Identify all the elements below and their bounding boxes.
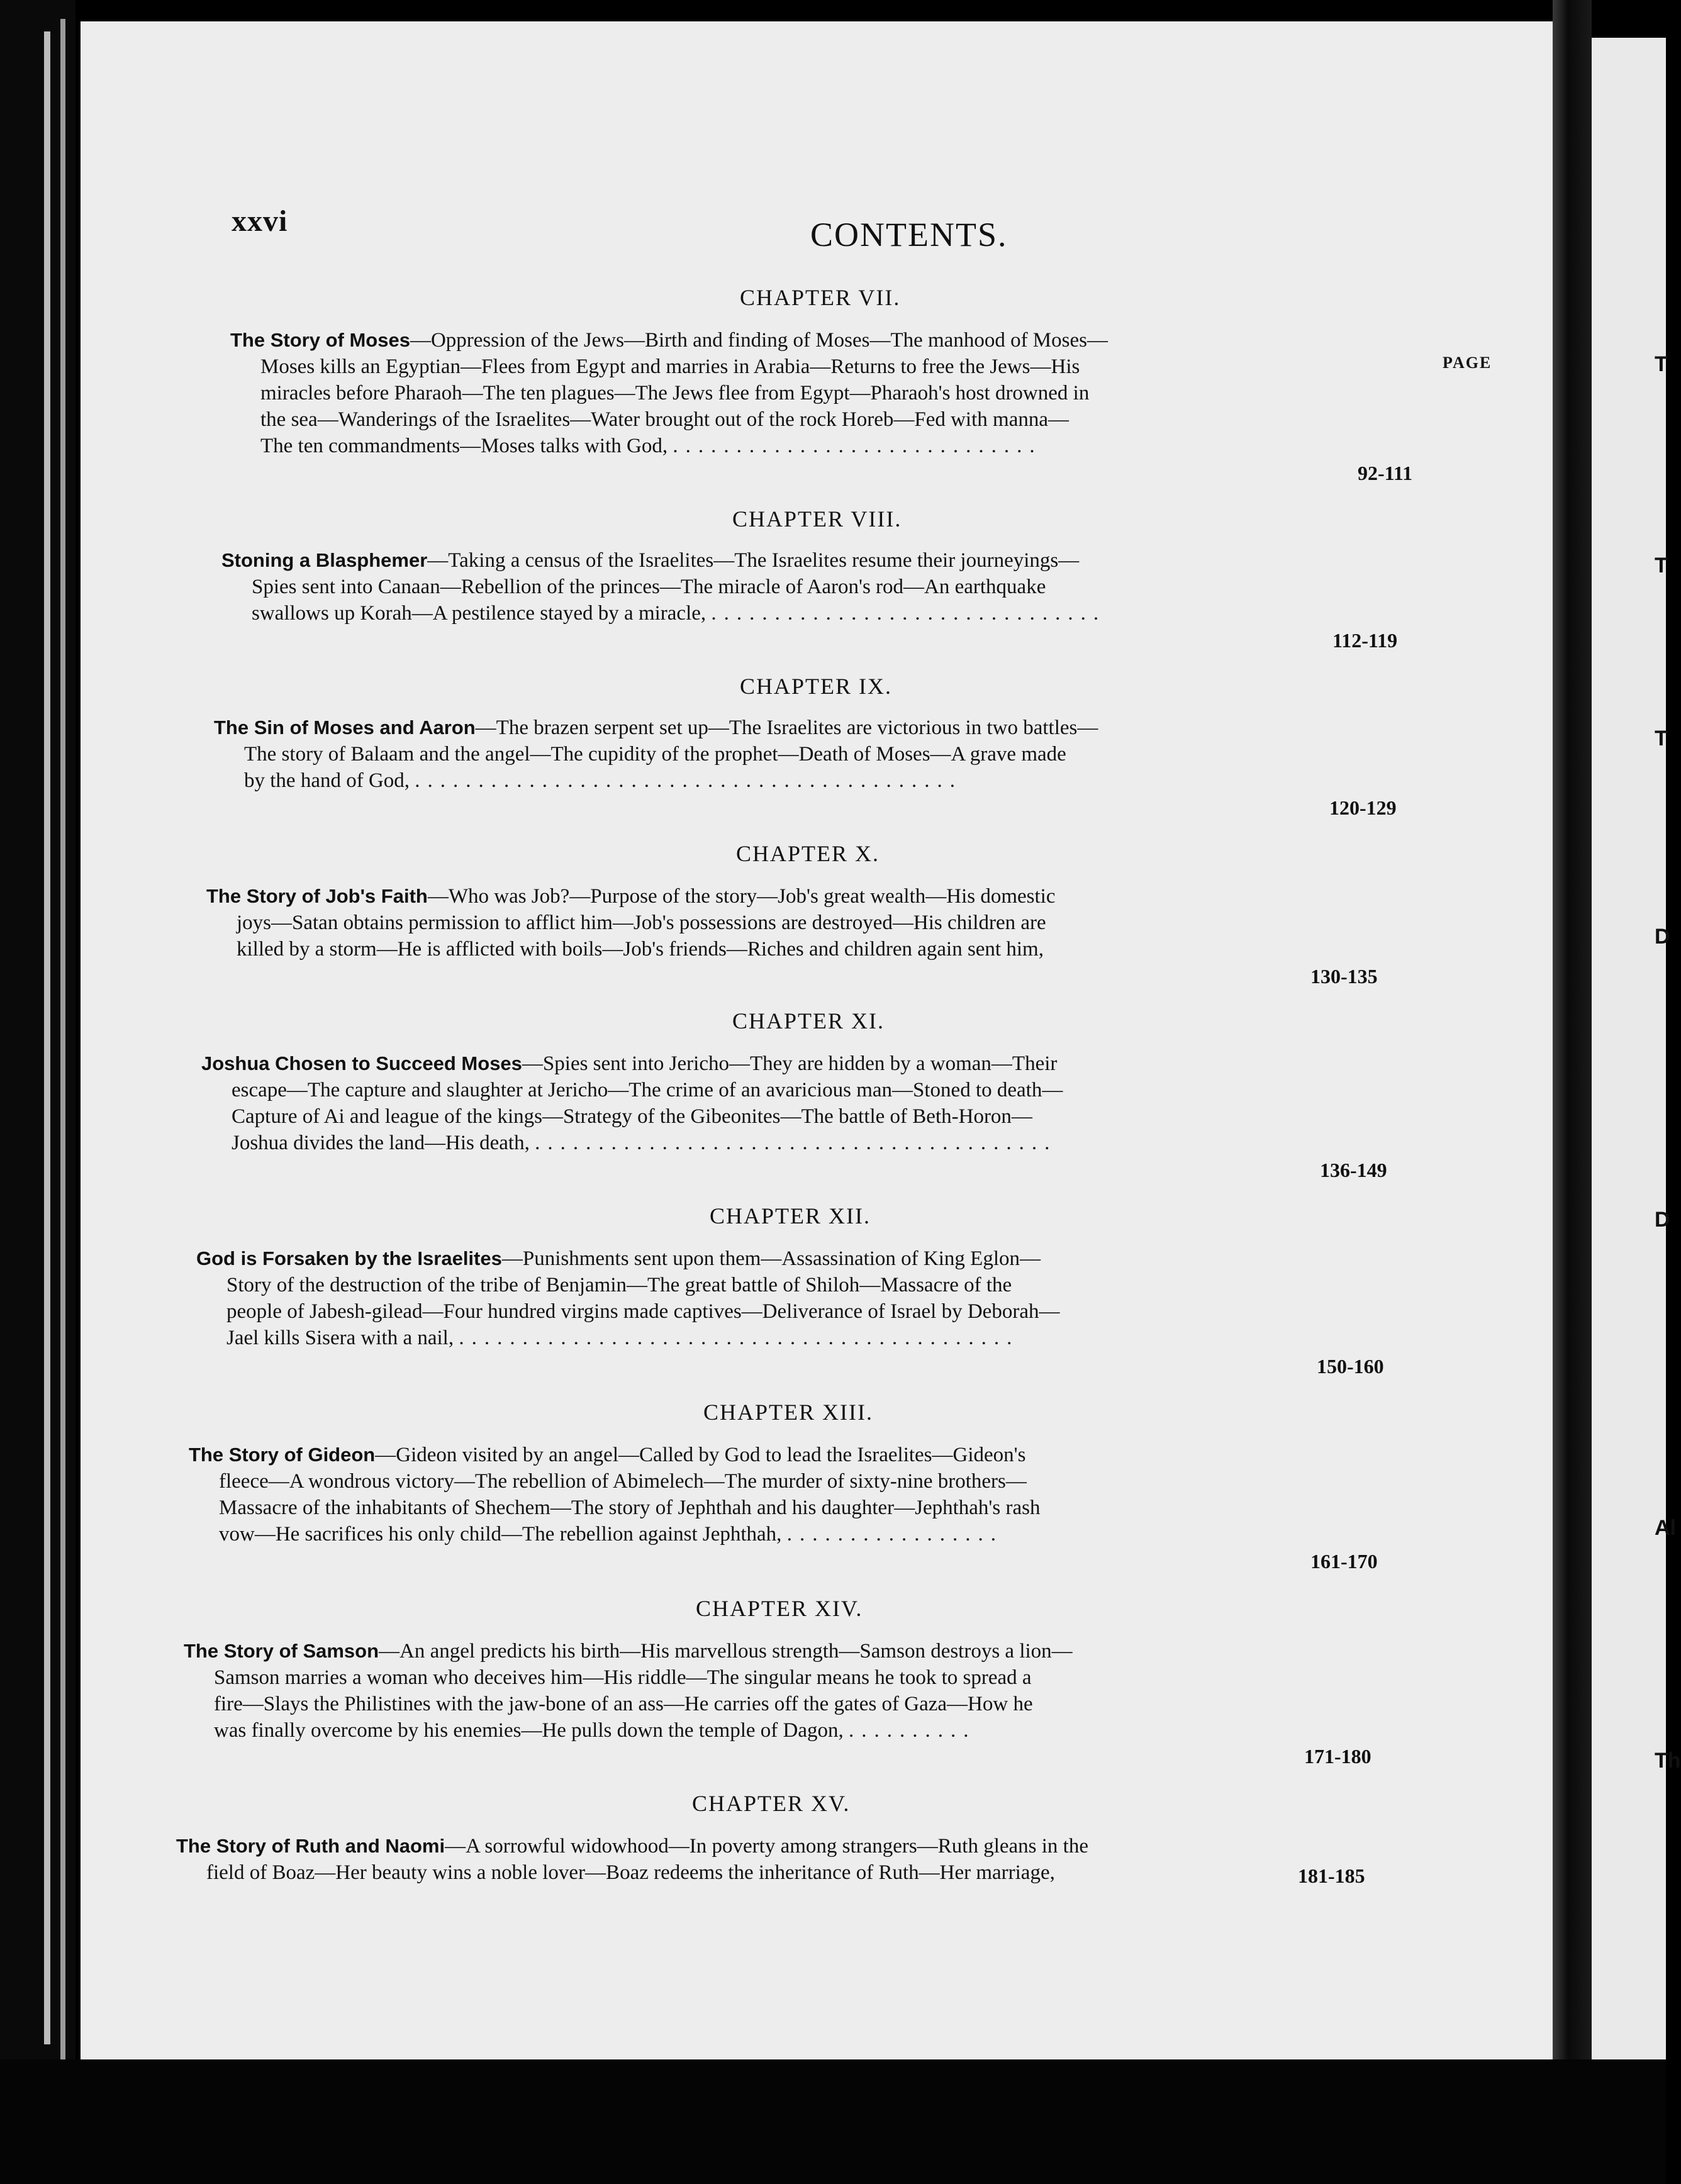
facing-page-fragment: Al [1655, 1516, 1676, 1540]
chapter-heading: CHAPTER XIV. [696, 1596, 863, 1621]
chapter-summary: The Sin of Moses and Aaron—The brazen serpent set up—The Israelites are victorious in two battles— The story of Balaam and the angel—The cupidity of the prophet—Death of Moses—A grave made by the hand of God, ........................................... [214, 716, 1098, 792]
chapter-summary: The Story of Samson—An angel predicts his birth—His marvellous strength—Samson destroys a lion— Samson marries a woman who deceives him—His riddle—The singular means he took to spread a fire—Slays the Philistines with the jaw-bone of an ass—He carries off the gates of Gaza—How he was finally overcome by his enemies—He pulls down the temple of Dagon, .......... [184, 1640, 1073, 1742]
page-range: 171-180 [1304, 1745, 1371, 1768]
chapter-heading: CHAPTER XII. [710, 1203, 871, 1228]
page-range: 112-119 [1332, 629, 1398, 652]
page-range: 150-160 [1317, 1355, 1384, 1378]
page-column-label: PAGE [1443, 354, 1492, 372]
facing-page-fragment: T [1655, 554, 1668, 577]
chapter-summary: The Story of Gideon—Gideon visited by an angel—Called by God to lead the Israelites—Gideon's fleece—A wondrous victory—The rebellion of Abimelech—The murder of sixty-nine brothers— Massacre of the inhabitants of Shechem—The story of Jephthah and his daughter—Jephthah's rash vow—He sacrifices his only child—The rebellion against Jephthah, ................. [189, 1444, 1041, 1546]
scan-bottom-border [0, 2059, 1666, 2184]
page-number: xxvi [232, 204, 288, 238]
facing-page-fragment: D [1655, 1208, 1670, 1232]
chapter-heading: CHAPTER XIII. [703, 1400, 873, 1425]
facing-page-fragment: D [1655, 925, 1670, 949]
chapter-lead-title: The Story of Gideon [189, 1444, 376, 1466]
chapter-lead-title: Joshua Chosen to Succeed Moses [201, 1052, 522, 1074]
page-range: 136-149 [1320, 1159, 1387, 1181]
chapter-lead-title: God is Forsaken by the Israelites [196, 1247, 502, 1269]
chapter-lead-title: The Story of Moses [230, 329, 410, 351]
chapter-summary: The Story of Ruth and Naomi—A sorrowful widowhood—In poverty among strangers—Ruth gleans in the field of Boaz—Her beauty wins a noble lover—Boaz redeems the inheritance of Ruth—Her marriage, [176, 1835, 1088, 1884]
chapter-summary: The Story of Moses—Oppression of the Jews—Birth and finding of Moses—The manhood of Moses— Moses kills an Egyptian—Flees from Egypt and marries in Arabia—Returns to free the Jews—His miracles before Pharaoh—The ten plagues—The Jews flee from Egypt—Pharaoh's host drowned in the sea—Wanderings of the Israelites—Water brought out of the rock Horeb—Fed with manna— The ten commandments—Moses talks with God, ............................. [230, 329, 1108, 457]
chapter-lead-title: Stoning a Blasphemer [221, 549, 428, 571]
facing-page-edge [1592, 38, 1681, 2070]
facing-page-fragment: T [1655, 727, 1668, 750]
chapter-lead-title: The Story of Ruth and Naomi [176, 1835, 445, 1857]
chapter-heading: CHAPTER VIII. [732, 506, 902, 532]
chapter-heading: CHAPTER XI. [732, 1008, 885, 1034]
page-range: 181-185 [1298, 1864, 1365, 1887]
page-range: 92-111 [1358, 462, 1413, 484]
page-range: 161-170 [1310, 1550, 1378, 1573]
page-title: CONTENTS. [810, 216, 1008, 254]
page-edge-line [44, 31, 50, 2044]
chapter-heading: CHAPTER XV. [692, 1791, 851, 1816]
chapter-summary: The Story of Job's Faith—Who was Job?—Purpose of the story—Job's great wealth—His domestic joys—Satan obtains permission to afflict him—Job's possessions are destroyed—His children are killed by a storm—He is afflicted with boils—Job's friends—Riches and children again sent him, [206, 885, 1056, 961]
chapter-summary: God is Forsaken by the Israelites—Punishments sent upon them—Assassination of King Eglon— Story of the destruction of the tribe of Benjamin—The great battle of Shiloh—Massacre of the people of Jabesh-gilead—Four hundred virgins made captives—Deliverance of Israel by Deborah— Jael kills Sisera with a nail, ............................................ [196, 1247, 1060, 1349]
contents-page [81, 21, 1553, 2059]
book-left-edge [0, 0, 75, 2184]
page-range: 130-135 [1310, 965, 1378, 988]
chapter-heading: CHAPTER X. [736, 841, 880, 866]
chapter-lead-title: The Story of Job's Faith [206, 885, 428, 907]
chapter-heading: CHAPTER VII. [740, 285, 901, 310]
chapter-lead-title: The Sin of Moses and Aaron [214, 716, 476, 738]
chapter-lead-title: The Story of Samson [184, 1640, 379, 1662]
chapter-summary: Stoning a Blasphemer—Taking a census of the Israelites—The Israelites resume their journeyings— Spies sent into Canaan—Rebellion of the princes—The miracle of Aaron's rod—An earthquake swallows up Korah—A pestilence stayed by a miracle, ............................... [221, 549, 1107, 625]
facing-page-fragment: Th [1655, 1749, 1681, 1773]
page-range: 120-129 [1329, 796, 1397, 819]
chapter-summary: Joshua Chosen to Succeed Moses—Spies sent into Jericho—They are hidden by a woman—Their escape—The capture and slaughter at Jericho—The crime of an avaricious man—Stoned to death— Capture of Ai and league of the kings—Strategy of the Gibeonites—The battle of Beth-Horon— Joshua divides the land—His death, ......................................... [201, 1052, 1063, 1154]
chapter-heading: CHAPTER IX. [740, 674, 893, 699]
facing-page-fragment: T [1655, 352, 1668, 376]
page-edge-line [60, 19, 65, 2070]
book-gutter [1553, 0, 1592, 2184]
